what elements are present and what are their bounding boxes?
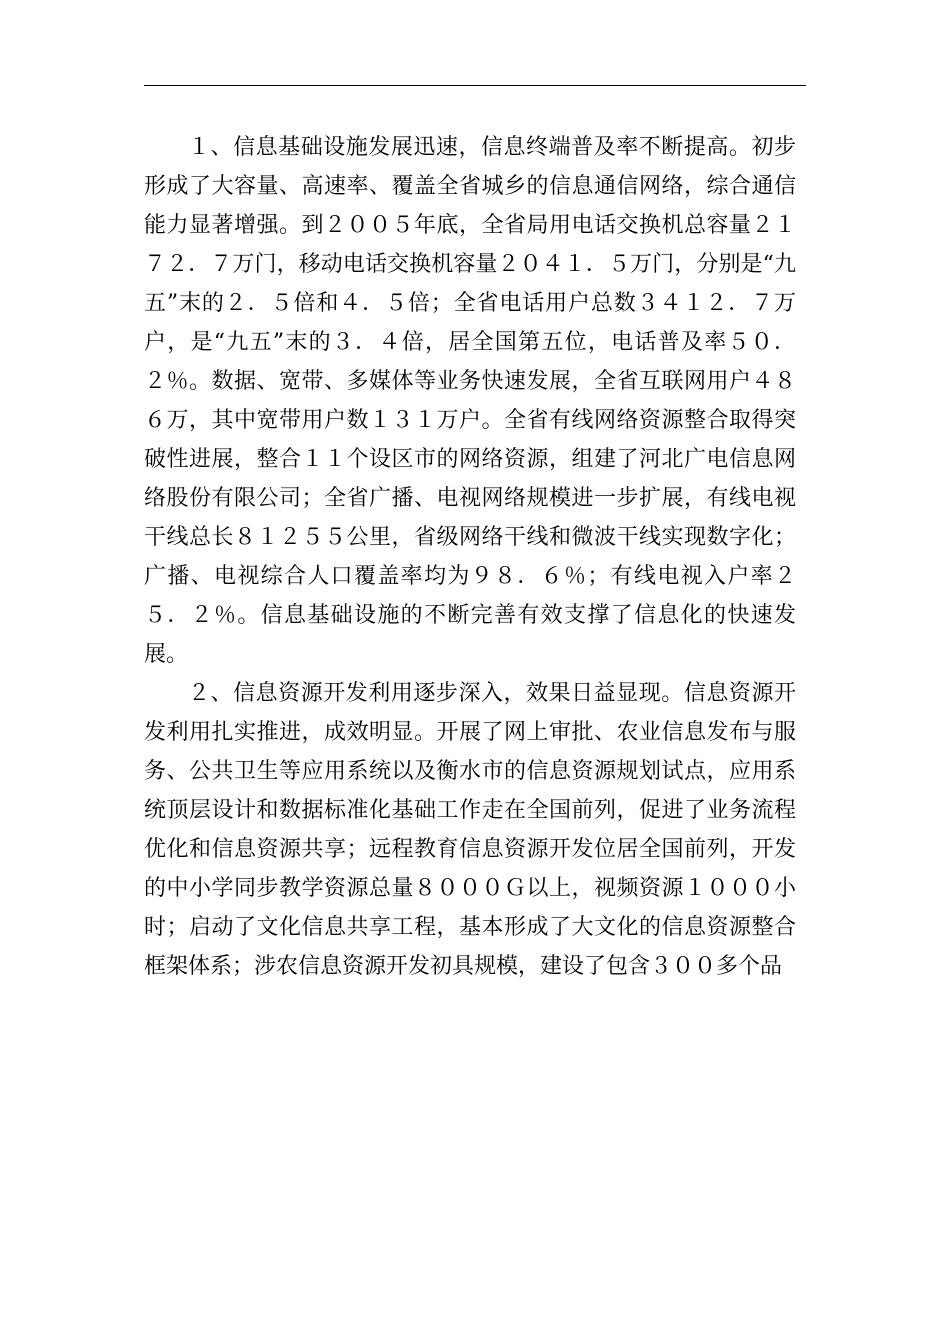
document-body (144, 128, 796, 986)
paragraph-2: ２、信息资源开发利用逐步深入，效果日益显现。信息资源开发利用扎实推进，成效明显。开展了网上审批、农业信息发布与服务、公共卫生等应用系统以及衡水市的信息资源规划试点，应用系统顶层设计和数据标准化基础工作走在全国前列，促进了业务流程优化和信息资源共享；远程教育信息资源开发位居全国前列，开发的中小学同步教学资源总量８０００Ｇ以上，视频资源１０００小时；启动了文化信息共享工程，基本形成了大文化的信息资源整合框架体系；涉农信息资源开发初具规模，建设了包含３００多个品 (144, 681, 796, 979)
paragraph-1: １、信息基础设施发展迅速，信息终端普及率不断提高。初步形成了大容量、高速率、覆盖全省城乡的信息通信网络，综合通信能力显著增强。到２００５年底，全省局用电话交换机总容量２１７２．７万门，移动电话交换机容量２０４１．５万门，分别是“九五”末的２．５倍和４．５倍；全省电话用户总数３４１２．７万户，是“九五”末的３．４倍，居全国第五位，电话普及率５０．２％。数据、宽带、多媒体等业务快速发展，全省互联网用户４８６万，其中宽带用户数１３１万户。全省有线网络资源整合取得突破性进展，整合１１个设区市的网络资源，组建了河北广电信息网络股份有限公司；全省广播、电视网络规模进一步扩展，有线电视干线总长８１２５５公里，省级网络干线和微波干线实现数字化；广播、电视综合人口覆盖率均为９８．６％；有线电视入户率２５．２％。信息基础设施的不断完善有效支撑了信息化的快速发展。 (144, 135, 796, 667)
header-rule (144, 85, 806, 86)
